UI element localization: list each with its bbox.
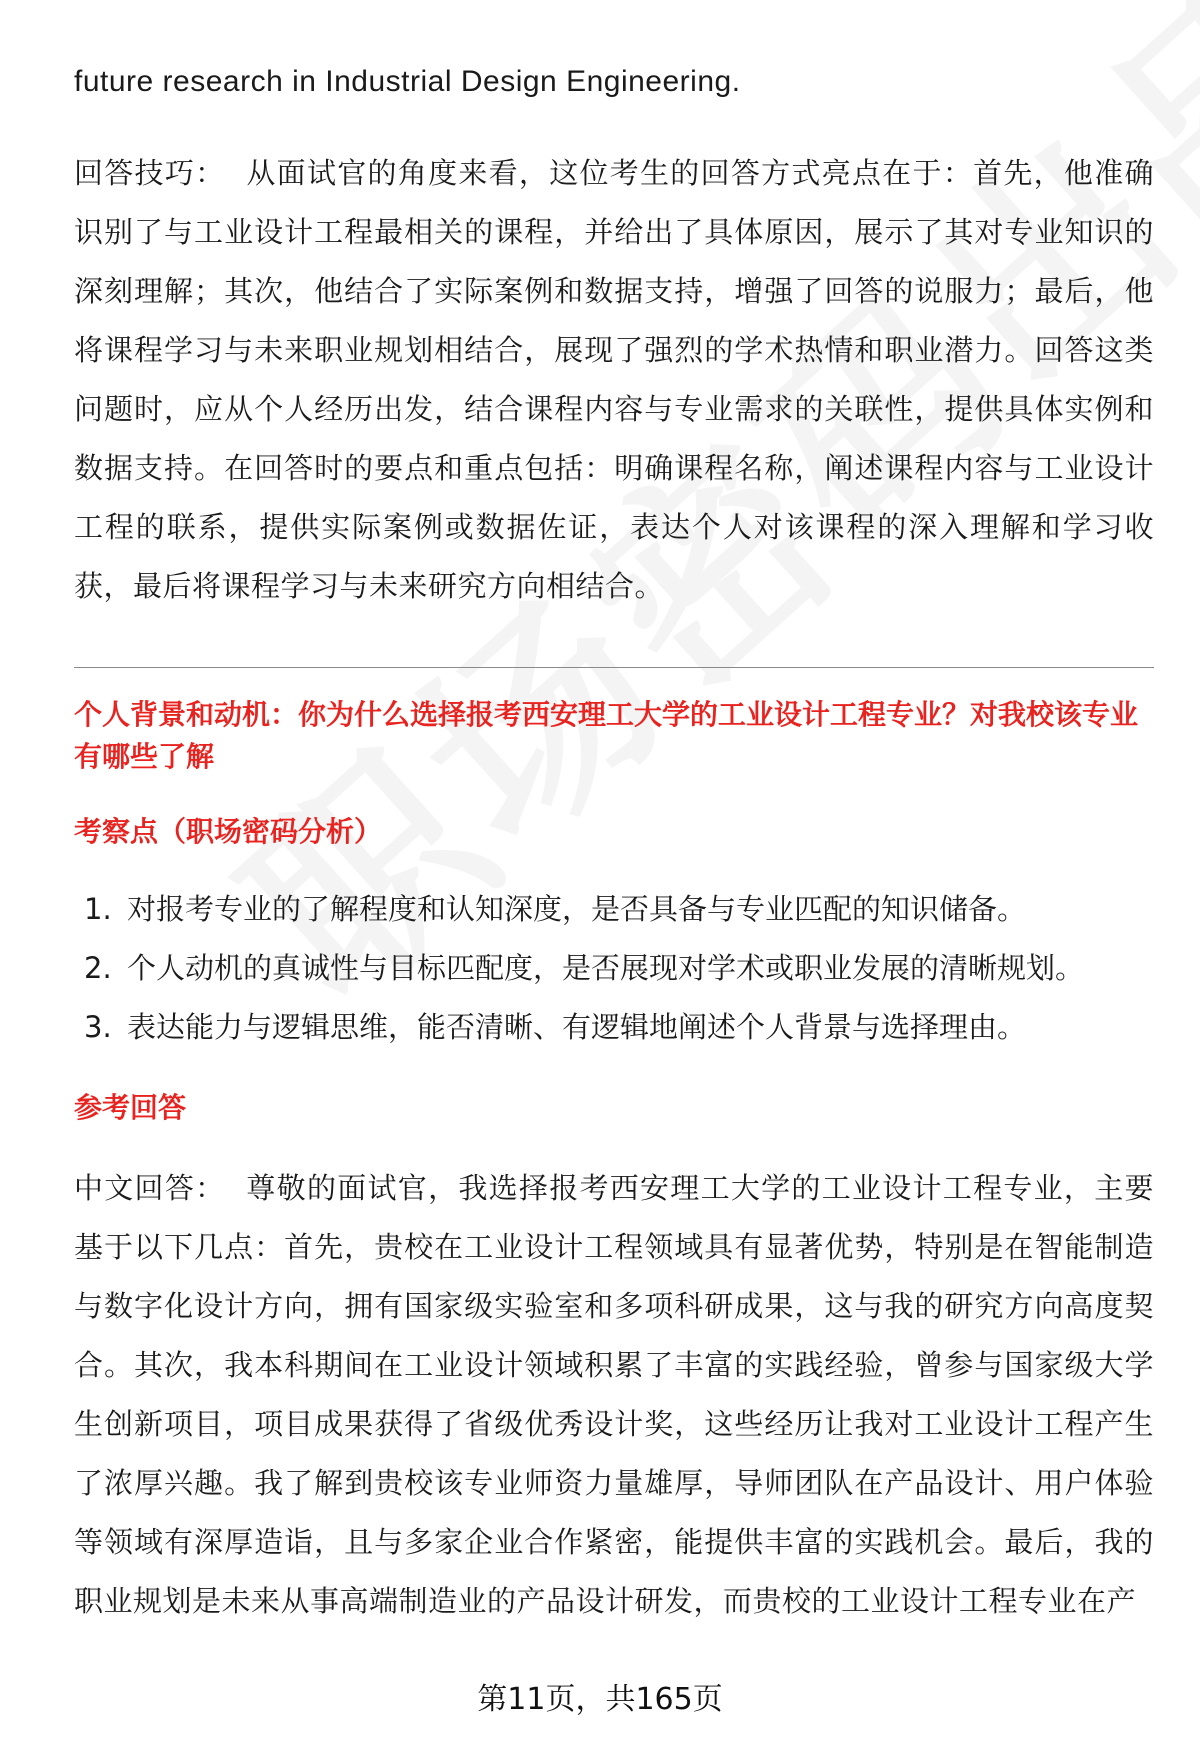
- answer-tip-text: 从面试官的角度来看，这位考生的回答方式亮点在于：首先，他准确识别了与工业设计工程最相关的课程，并给出了具体原因，展示了其对专业知识的深刻理解；其次，他结合了实际案例和数据支持，增强了回答的说服力；最后，他将课程学习与未来职业规划相结合，展现了强烈的学术热情和职业潜力。回答这类问题时，应从个人经历出发，结合课程内容与专业需求的关联性，提供具体实例和数据支持。在回答时的要点和重点包括：明确课程名称，阐述课程内容与工业设计工程的联系，提供实际案例或数据佐证，表达个人对该课程的深入理解和学习收获，最后将课程学习与未来研究方向相结合。: [74, 156, 1154, 603]
- reference-answer-heading: 参考回答: [74, 1091, 187, 1124]
- list-item-number: 3.: [84, 1010, 112, 1044]
- page-number: 第11页，共165页: [477, 1682, 723, 1717]
- reference-answer-paragraph: [74, 1159, 1154, 1631]
- assessment-list: [74, 880, 1154, 1057]
- answer-tip-label: 回答技巧：: [74, 156, 226, 190]
- question-title: 个人背景和动机：你为什么选择报考西安理工大学的工业设计工程专业？对我校该专业有哪些了解: [74, 698, 1139, 773]
- list-item: [74, 998, 1154, 1057]
- list-item-number: 1.: [84, 892, 112, 926]
- list-item-text: 表达能力与逻辑思维，能否清晰、有逻辑地阐述个人背景与选择理由。: [127, 1010, 1027, 1044]
- list-item-text: 个人动机的真诚性与目标匹配度，是否展现对学术或职业发展的清晰规划。: [127, 951, 1085, 985]
- answer-tip-paragraph: [74, 144, 1154, 616]
- list-item: [74, 880, 1154, 939]
- list-item: [74, 939, 1154, 998]
- reference-answer-label: 中文回答：: [74, 1171, 226, 1205]
- reference-answer-text: 尊敬的面试官，我选择报考西安理工大学的工业设计工程专业，主要基于以下几点：首先，贵校在工业设计工程领域具有显著优势，特别是在智能制造与数字化设计方向，拥有国家级实验室和多项科研成果，这与我的研究方向高度契合。其次，我本科期间在工业设计领域积累了丰富的实践经验，曾参与国家级大学生创新项目，项目成果获得了省级优秀设计奖，这些经历让我对工业设计工程产生了浓厚兴趣。我了解到贵校该专业师资力量雄厚，导师团队在产品设计、用户体验等领域有深厚造诣，且与多家企业合作紧密，能提供丰富的实践机会。最后，我的职业规划是未来从事高端制造业的产品设计研发，而贵校的工业设计工程专业在产: [74, 1171, 1154, 1618]
- assessment-heading: 考察点（职场密码分析）: [74, 815, 383, 848]
- list-item-number: 2.: [84, 951, 112, 985]
- list-item-text: 对报考专业的了解程度和认知深度，是否具备与专业匹配的知识储备。: [127, 892, 1027, 926]
- section-divider: [74, 667, 1154, 668]
- continuation-text: future research in Industrial Design Engineering.: [74, 65, 741, 98]
